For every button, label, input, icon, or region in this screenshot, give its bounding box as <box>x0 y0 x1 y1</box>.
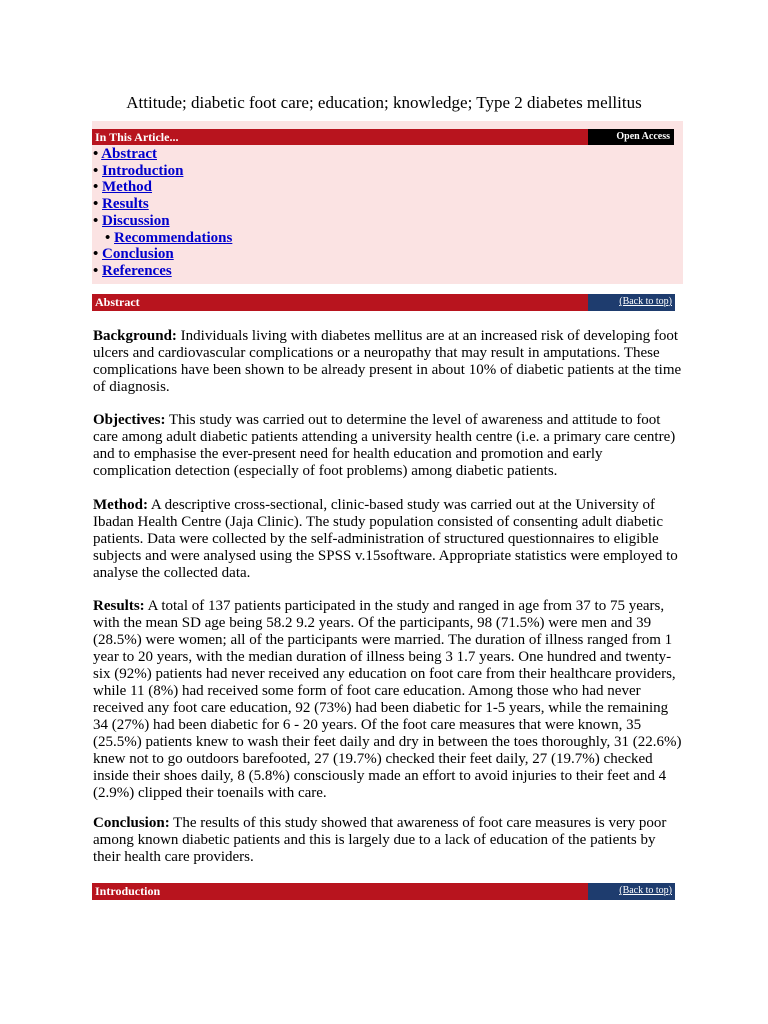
conclusion-text: The results of this study showed that awareness of foot care measures is very poor among known diabetic patients and this is largely due to a lack of education of the patients by their health care providers. <box>93 815 667 865</box>
objectives-text: This study was carried out to determine the level of awareness and attitude to foot care among adult diabetic patients attending a university health centre (i.e. a primary care centre) and to emphasise the ever-present need for health education and promotion and early complication detection (especially of foot problems) among diabetic patients. <box>93 412 676 479</box>
toc-link-results[interactable]: Results <box>102 196 149 213</box>
toc-list <box>93 146 232 280</box>
results-text: A total of 137 patients participated in the study and ranged in age from 37 to 75 years, with the mean SD age being 58.2 9.2 years. Of the participants, 98 (71.5%) were men and 39 (28.5%) were women; all of the participants were married. The duration of illness ranged from 1 year to 20 years, with the median duration of illness being 3 1.7 years. One hundred and twenty-six (92%) patients had never received any education on foot care from their healthcare providers, while 11 (8%) had received some form of foot care education. Among those who had never received any foot care education, 92 (73%) had been diabetic for 1-5 years, while the remaining 34 (27%) had been diabetic for 6 - 20 years. Of the foot care measures that were known, 35 (25.5%) patients knew to wash their feet daily and dry in between the toes thoroughly, 31 (22.6%) knew not to go outdoors barefooted, 27 (19.7%) checked their feet daily, 27 (19.7%) checked inside their shoes daily, 8 (5.8%) consciously made an effort to avoid injuries to their feet and 4 (2.9%) clipped their toenails with care. <box>93 598 682 801</box>
toc-item-conclusion: • Conclusion <box>93 246 174 263</box>
toc-link-references[interactable]: References <box>102 262 172 279</box>
toc-item-results: • Results <box>93 196 149 213</box>
results-heading: Results: <box>93 598 145 614</box>
open-access-badge: Open Access <box>588 129 674 145</box>
background-text: Individuals living with diabetes mellitus are at an increased risk of developing foot ulcers and cardiovascular complications or a neuropathy that may result in amputations. These complications have been shown to be already present in about 10% of diabetic patients at the time of diagnosis. <box>93 328 682 395</box>
abstract-background-paragraph <box>93 328 683 396</box>
abstract-section-bar <box>92 294 675 311</box>
back-to-top-link[interactable] <box>588 294 675 311</box>
conclusion-heading: Conclusion: <box>93 815 170 831</box>
toc-item-method: • Method <box>93 179 153 196</box>
toc-item-introduction: • Introduction <box>93 162 184 179</box>
toc-item-abstract: • Abstract <box>93 146 158 162</box>
keywords-line: Attitude; diabetic foot care; education; knowledge; Type 2 diabetes mellitus <box>126 93 642 112</box>
method-heading: Method: <box>93 497 148 513</box>
toc-box <box>92 121 683 284</box>
objectives-heading: Objectives: <box>93 412 166 428</box>
toc-link-conclusion[interactable]: Conclusion <box>102 246 174 263</box>
introduction-section-label: Introduction <box>95 884 161 898</box>
toc-item-references: • References <box>93 262 172 279</box>
toc-item-discussion: • Discussion <box>93 212 170 229</box>
toc-title: In This Article... <box>95 130 179 144</box>
method-text: A descriptive cross-sectional, clinic-based study was carried out at the University of Ibadan Health Centre (Jaja Clinic). The study population consisted of consenting adult diabetic patients. Data were collected by the self-administration of structured questionnaires to eligible subjects and were analysed using the SPSS v.15software. Appropriate statistics were employed to analyse the collected data. <box>93 497 678 581</box>
toc-item-recommendations: • Recommendations <box>105 229 233 246</box>
back-to-top-link[interactable] <box>588 883 675 900</box>
background-heading: Background: <box>93 328 177 344</box>
toc-link-discussion[interactable]: Discussion <box>102 212 170 229</box>
abstract-method-paragraph <box>93 497 683 582</box>
back-to-top-label: (Back to top) <box>619 885 672 896</box>
back-to-top-label: (Back to top) <box>619 296 672 307</box>
abstract-results-paragraph <box>93 598 683 802</box>
toc-link-introduction[interactable]: Introduction <box>102 162 184 179</box>
toc-link-abstract[interactable]: Abstract <box>101 146 158 162</box>
abstract-conclusion-paragraph <box>93 815 683 866</box>
toc-link-recommendations[interactable]: Recommendations <box>114 229 233 246</box>
toc-link-method[interactable]: Method <box>102 179 153 196</box>
abstract-objectives-paragraph <box>93 412 683 480</box>
introduction-section-bar <box>92 883 675 900</box>
toc-header <box>92 129 674 145</box>
abstract-section-label: Abstract <box>95 295 140 309</box>
